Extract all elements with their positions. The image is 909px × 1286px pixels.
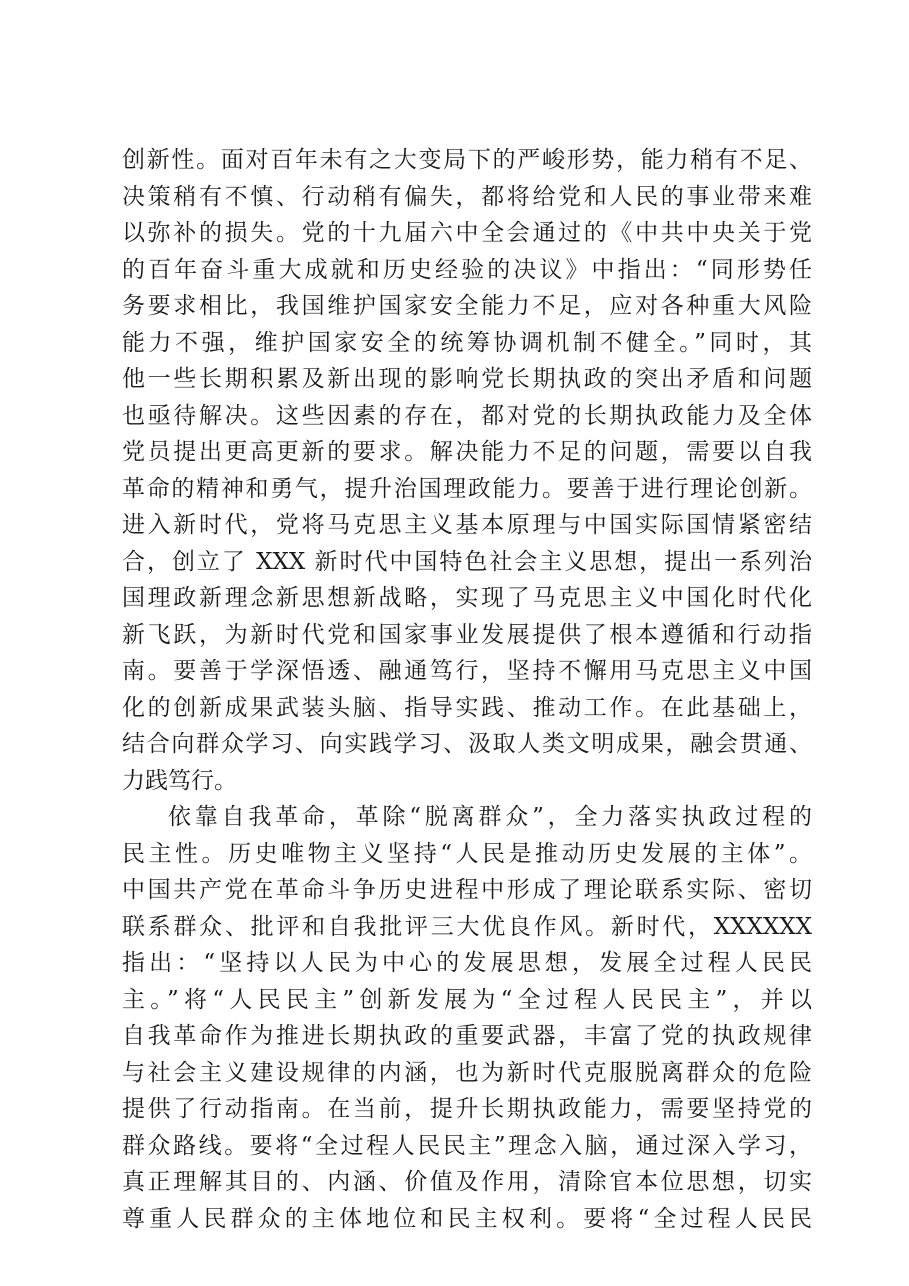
text-line: 能力不强，维护国家安全的统筹协调机制不健全。”同时，其 — [122, 329, 812, 356]
text-line: 务要求相比，我国维护国家安全能力不足，应对各种重大风险 — [122, 293, 812, 319]
text-line: 自我革命作为推进长期执政的重要武器，丰富了党的执政规律 — [122, 1023, 812, 1049]
paragraph-start-line: 依靠自我革命，革除“脱离群众”，全力落实执政过程的 — [168, 804, 812, 830]
text-line: 也亟待解决。这些因素的存在，都对党的长期执政能力及全体 — [122, 402, 812, 429]
text-line: 真正理解其目的、内涵、价值及作用，清除官本位思想，切实 — [122, 1169, 812, 1195]
text-line: 与社会主义建设规律的内涵，也为新时代克服脱离群众的危险 — [122, 1059, 812, 1086]
text-line: 指出：“坚持以人民为中心的发展思想，发展全过程人民民 — [122, 950, 812, 976]
paragraph-end-line: 力践笃行。 — [122, 767, 237, 794]
text-line: 南。要善于学深悟透、融通笃行，坚持不懈用马克思主义中国 — [122, 658, 812, 684]
text-line: 民主性。历史唯物主义坚持“人民是推动历史发展的主体”。 — [122, 840, 812, 867]
text-line: 以弥补的损失。党的十九届六中全会通过的《中共中央关于党 — [122, 220, 812, 246]
text-line: 化的创新成果武装头脑、指导实践、推动工作。在此基础上， — [122, 694, 812, 721]
body-text — [122, 142, 812, 1237]
text-line: 群众路线。要将“全过程人民民主”理念入脑，通过深入学习， — [122, 1132, 812, 1159]
text-line: 联系群众、批评和自我批评三大优良作风。新时代，XXXXXX — [122, 913, 812, 940]
text-line: 合，创立了 XXX 新时代中国特色社会主义思想，提出一系列治 — [122, 548, 812, 575]
text-line: 新飞跃，为新时代党和国家事业发展提供了根本遵循和行动指 — [122, 621, 812, 648]
text-line: 党员提出更高更新的要求。解决能力不足的问题，需要以自我 — [122, 439, 812, 465]
text-line: 结合向群众学习、向实践学习、汲取人类文明成果，融会贯通、 — [122, 731, 812, 757]
text-line: 尊重人民群众的主体地位和民主权利。要将“全过程人民民 — [122, 1205, 812, 1232]
text-line: 他一些长期积累及新出现的影响党长期执政的突出矛盾和问题 — [122, 366, 812, 392]
text-line: 国理政新理念新思想新战略，实现了马克思主义中国化时代化 — [122, 585, 812, 611]
text-line: 中国共产党在革命斗争历史进程中形成了理论联系实际、密切 — [122, 877, 812, 903]
text-line: 决策稍有不慎、行动稍有偏失，都将给党和人民的事业带来难 — [122, 183, 812, 210]
text-line: 革命的精神和勇气，提升治国理政能力。要善于进行理论创新。 — [122, 475, 812, 502]
text-line: 进入新时代，党将马克思主义基本原理与中国实际国情紧密结 — [122, 512, 812, 538]
text-line: 创新性。面对百年未有之大变局下的严峻形势，能力稍有不足、 — [122, 147, 812, 173]
text-line: 的百年奋斗重大成就和历史经验的决议》中指出：“同形势任 — [122, 256, 812, 283]
text-line: 主。”将“人民民主”创新发展为“全过程人民民主”，并以 — [122, 986, 812, 1013]
text-line: 提供了行动指南。在当前，提升长期执政能力，需要坚持党的 — [122, 1096, 812, 1122]
